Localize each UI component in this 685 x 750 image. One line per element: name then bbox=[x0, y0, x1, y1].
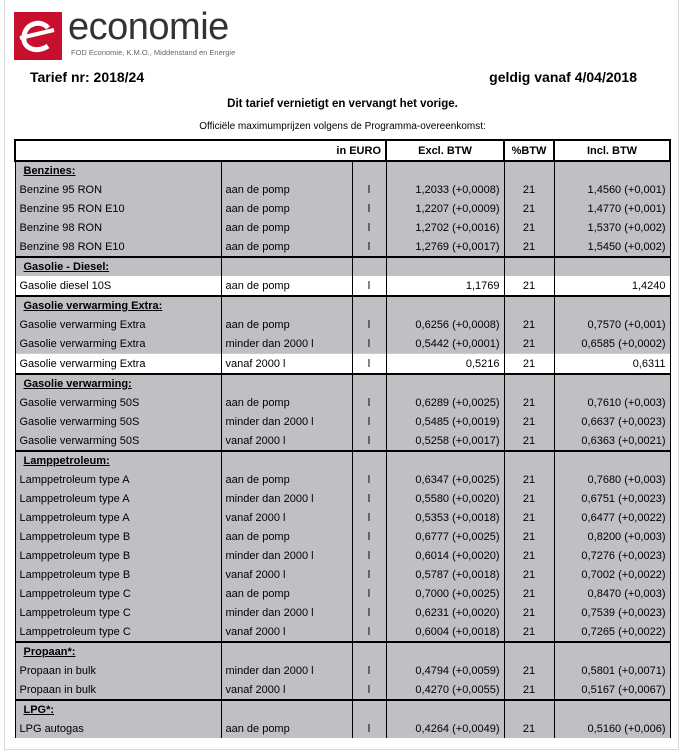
price-excl-btw: 0,4270 (+0,0055) bbox=[386, 680, 504, 700]
btw-percent: 21 bbox=[504, 334, 554, 354]
unit: l bbox=[352, 180, 386, 199]
price-incl-btw: 1,4240 bbox=[554, 276, 670, 296]
price-row bbox=[15, 199, 670, 218]
price-row bbox=[15, 661, 670, 680]
btw-percent: 21 bbox=[504, 622, 554, 642]
product-name: Lamppetroleum type C bbox=[15, 603, 221, 622]
cat-excl-empty bbox=[386, 296, 504, 315]
delivery-location: aan de pomp bbox=[221, 315, 352, 334]
col-header-incl-btw: Incl. BTW bbox=[554, 140, 670, 161]
cat-incl-empty bbox=[554, 451, 670, 470]
btw-percent: 21 bbox=[504, 199, 554, 218]
btw-percent: 21 bbox=[504, 354, 554, 375]
price-row bbox=[15, 276, 670, 296]
btw-percent: 21 bbox=[504, 489, 554, 508]
price-row bbox=[15, 315, 670, 334]
cat-btw-empty bbox=[504, 257, 554, 276]
cat-loc-empty bbox=[221, 296, 352, 315]
price-incl-btw: 0,6363 (+0,0021) bbox=[554, 431, 670, 451]
unit: l bbox=[352, 431, 386, 451]
price-excl-btw: 0,5258 (+0,0017) bbox=[386, 431, 504, 451]
cat-unit-empty bbox=[352, 451, 386, 470]
category-row bbox=[15, 700, 670, 719]
unit: l bbox=[352, 661, 386, 680]
price-row bbox=[15, 354, 670, 375]
table-header-row bbox=[15, 140, 670, 161]
price-excl-btw: 0,7000 (+0,0025) bbox=[386, 584, 504, 603]
col-header-unit: in EURO bbox=[15, 140, 386, 161]
delivery-location: aan de pomp bbox=[221, 276, 352, 296]
price-excl-btw: 0,5442 (+0,0001) bbox=[386, 334, 504, 354]
price-incl-btw: 0,6637 (+0,0023) bbox=[554, 412, 670, 431]
unit: l bbox=[352, 622, 386, 642]
price-row bbox=[15, 603, 670, 622]
delivery-location: vanaf 2000 l bbox=[221, 565, 352, 584]
price-incl-btw: 1,4560 (+0,001) bbox=[554, 180, 670, 199]
cat-excl-empty bbox=[386, 700, 504, 719]
delivery-location: aan de pomp bbox=[221, 470, 352, 489]
delivery-location: aan de pomp bbox=[221, 218, 352, 237]
unit: l bbox=[352, 680, 386, 700]
delivery-location: aan de pomp bbox=[221, 584, 352, 603]
unit: l bbox=[352, 237, 386, 257]
product-name: Gasolie verwarming 50S bbox=[15, 412, 221, 431]
category-row bbox=[15, 451, 670, 470]
price-excl-btw: 1,2702 (+0,0016) bbox=[386, 218, 504, 237]
product-name: Gasolie verwarming 50S bbox=[15, 431, 221, 451]
price-excl-btw: 0,5216 bbox=[386, 354, 504, 375]
delivery-location: minder dan 2000 l bbox=[221, 412, 352, 431]
price-excl-btw: 1,2769 (+0,0017) bbox=[386, 237, 504, 257]
price-excl-btw: 0,6777 (+0,0025) bbox=[386, 527, 504, 546]
product-name: Gasolie diesel 10S bbox=[15, 276, 221, 296]
cat-btw-empty bbox=[504, 451, 554, 470]
price-excl-btw: 0,5787 (+0,0018) bbox=[386, 565, 504, 584]
cat-excl-empty bbox=[386, 161, 504, 180]
delivery-location: aan de pomp bbox=[221, 393, 352, 412]
unit: l bbox=[352, 546, 386, 565]
cat-excl-empty bbox=[386, 451, 504, 470]
delivery-location: minder dan 2000 l bbox=[221, 661, 352, 680]
col-header-excl-btw: Excl. BTW bbox=[386, 140, 504, 161]
btw-percent: 21 bbox=[504, 393, 554, 412]
unit: l bbox=[352, 603, 386, 622]
price-incl-btw: 0,8470 (+0,003) bbox=[554, 584, 670, 603]
price-excl-btw: 0,6347 (+0,0025) bbox=[386, 470, 504, 489]
economie-logo bbox=[14, 6, 274, 65]
unit: l bbox=[352, 584, 386, 603]
btw-percent: 21 bbox=[504, 470, 554, 489]
price-row bbox=[15, 546, 670, 565]
delivery-location: aan de pomp bbox=[221, 237, 352, 257]
product-name: Gasolie verwarming 50S bbox=[15, 393, 221, 412]
unit: l bbox=[352, 489, 386, 508]
price-excl-btw: 0,4794 (+0,0059) bbox=[386, 661, 504, 680]
btw-percent: 21 bbox=[504, 412, 554, 431]
cat-unit-empty bbox=[352, 374, 386, 393]
cat-loc-empty bbox=[221, 161, 352, 180]
tariff-table bbox=[14, 139, 671, 738]
cat-excl-empty bbox=[386, 374, 504, 393]
delivery-location: vanaf 2000 l bbox=[221, 508, 352, 527]
price-excl-btw: 0,6014 (+0,0020) bbox=[386, 546, 504, 565]
price-row bbox=[15, 412, 670, 431]
price-excl-btw: 0,5580 (+0,0020) bbox=[386, 489, 504, 508]
delivery-location: minder dan 2000 l bbox=[221, 489, 352, 508]
price-excl-btw: 0,6004 (+0,0018) bbox=[386, 622, 504, 642]
delivery-location: vanaf 2000 l bbox=[221, 354, 352, 375]
product-name: Lamppetroleum type B bbox=[15, 546, 221, 565]
category-title: LPG*: bbox=[15, 700, 221, 719]
category-title: Benzines: bbox=[15, 161, 221, 180]
btw-percent: 21 bbox=[504, 237, 554, 257]
cat-unit-empty bbox=[352, 257, 386, 276]
price-row bbox=[15, 431, 670, 451]
unit: l bbox=[352, 354, 386, 375]
cat-btw-empty bbox=[504, 700, 554, 719]
unit: l bbox=[352, 393, 386, 412]
btw-percent: 21 bbox=[504, 584, 554, 603]
price-incl-btw: 0,7610 (+0,003) bbox=[554, 393, 670, 412]
cat-incl-empty bbox=[554, 161, 670, 180]
price-excl-btw: 0,6256 (+0,0008) bbox=[386, 315, 504, 334]
category-title: Propaan*: bbox=[15, 642, 221, 661]
cat-btw-empty bbox=[504, 161, 554, 180]
category-title: Lamppetroleum: bbox=[15, 451, 221, 470]
delivery-location: aan de pomp bbox=[221, 527, 352, 546]
cat-loc-empty bbox=[221, 451, 352, 470]
price-incl-btw: 0,6477 (+0,0022) bbox=[554, 508, 670, 527]
price-incl-btw: 0,7276 (+0,0023) bbox=[554, 546, 670, 565]
product-name: Benzine 98 RON bbox=[15, 218, 221, 237]
logo-mark bbox=[14, 12, 62, 60]
category-row bbox=[15, 257, 670, 276]
cat-excl-empty bbox=[386, 642, 504, 661]
btw-percent: 21 bbox=[504, 527, 554, 546]
price-excl-btw: 0,6231 (+0,0020) bbox=[386, 603, 504, 622]
unit: l bbox=[352, 508, 386, 527]
price-row bbox=[15, 334, 670, 354]
product-name: Gasolie verwarming Extra bbox=[15, 315, 221, 334]
price-incl-btw: 0,5167 (+0,0067) bbox=[554, 680, 670, 700]
price-incl-btw: 1,5450 (+0,002) bbox=[554, 237, 670, 257]
cat-loc-empty bbox=[221, 257, 352, 276]
tariff-body bbox=[15, 161, 670, 738]
unit: l bbox=[352, 470, 386, 489]
price-incl-btw: 0,8200 (+0,003) bbox=[554, 527, 670, 546]
official-prices-note: Officiële maximumprijzen volgens de Programma-overeenkomst: bbox=[199, 121, 486, 132]
category-title: Gasolie verwarming: bbox=[15, 374, 221, 393]
btw-percent: 21 bbox=[504, 431, 554, 451]
price-incl-btw: 0,5801 (+0,0071) bbox=[554, 661, 670, 680]
cat-loc-empty bbox=[221, 642, 352, 661]
product-name: Lamppetroleum type A bbox=[15, 508, 221, 527]
cat-incl-empty bbox=[554, 374, 670, 393]
product-name: Lamppetroleum type B bbox=[15, 565, 221, 584]
price-excl-btw: 1,1769 bbox=[386, 276, 504, 296]
cat-unit-empty bbox=[352, 642, 386, 661]
logo-word: economie bbox=[68, 6, 229, 48]
price-row bbox=[15, 680, 670, 700]
delivery-location: vanaf 2000 l bbox=[221, 622, 352, 642]
price-excl-btw: 1,2033 (+0,0008) bbox=[386, 180, 504, 199]
cat-unit-empty bbox=[352, 700, 386, 719]
unit: l bbox=[352, 527, 386, 546]
product-name: Lamppetroleum type A bbox=[15, 470, 221, 489]
price-incl-btw: 0,6751 (+0,0023) bbox=[554, 489, 670, 508]
price-incl-btw: 0,6585 (+0,0002) bbox=[554, 334, 670, 354]
delivery-location: minder dan 2000 l bbox=[221, 546, 352, 565]
cat-btw-empty bbox=[504, 296, 554, 315]
btw-percent: 21 bbox=[504, 603, 554, 622]
price-incl-btw: 0,5160 (+0,006) bbox=[554, 719, 670, 738]
delivery-location: aan de pomp bbox=[221, 180, 352, 199]
product-name: Gasolie verwarming Extra bbox=[15, 334, 221, 354]
product-name: Propaan in bulk bbox=[15, 680, 221, 700]
cat-unit-empty bbox=[352, 161, 386, 180]
price-row bbox=[15, 237, 670, 257]
cat-unit-empty bbox=[352, 296, 386, 315]
price-row bbox=[15, 470, 670, 489]
btw-percent: 21 bbox=[504, 546, 554, 565]
price-row bbox=[15, 218, 670, 237]
btw-percent: 21 bbox=[504, 661, 554, 680]
col-header-btw-percent: %BTW bbox=[504, 140, 554, 161]
valid-from-date: geldig vanaf 4/04/2018 bbox=[489, 69, 637, 85]
delivery-location: vanaf 2000 l bbox=[221, 431, 352, 451]
unit: l bbox=[352, 276, 386, 296]
price-incl-btw: 0,7570 (+0,001) bbox=[554, 315, 670, 334]
category-title: Gasolie - Diesel: bbox=[15, 257, 221, 276]
unit: l bbox=[352, 199, 386, 218]
cat-incl-empty bbox=[554, 642, 670, 661]
product-name: Propaan in bulk bbox=[15, 661, 221, 680]
price-incl-btw: 0,6311 bbox=[554, 354, 670, 375]
unit: l bbox=[352, 218, 386, 237]
product-name: Benzine 95 RON bbox=[15, 180, 221, 199]
price-excl-btw: 0,5485 (+0,0019) bbox=[386, 412, 504, 431]
product-name: Lamppetroleum type B bbox=[15, 527, 221, 546]
price-row bbox=[15, 527, 670, 546]
btw-percent: 21 bbox=[504, 680, 554, 700]
cat-loc-empty bbox=[221, 700, 352, 719]
price-incl-btw: 0,7680 (+0,003) bbox=[554, 470, 670, 489]
cat-btw-empty bbox=[504, 642, 554, 661]
price-row bbox=[15, 565, 670, 584]
btw-percent: 21 bbox=[504, 719, 554, 738]
delivery-location: aan de pomp bbox=[221, 199, 352, 218]
btw-percent: 21 bbox=[504, 565, 554, 584]
product-name: Benzine 98 RON E10 bbox=[15, 237, 221, 257]
product-name: Lamppetroleum type A bbox=[15, 489, 221, 508]
product-name: Lamppetroleum type C bbox=[15, 622, 221, 642]
cat-btw-empty bbox=[504, 374, 554, 393]
price-excl-btw: 0,4264 (+0,0049) bbox=[386, 719, 504, 738]
price-row bbox=[15, 584, 670, 603]
price-excl-btw: 0,5353 (+0,0018) bbox=[386, 508, 504, 527]
tarief-number: Tarief nr: 2018/24 bbox=[30, 69, 145, 85]
product-name: Gasolie verwarming Extra bbox=[15, 354, 221, 375]
cat-incl-empty bbox=[554, 700, 670, 719]
delivery-location: vanaf 2000 l bbox=[221, 680, 352, 700]
delivery-location: minder dan 2000 l bbox=[221, 603, 352, 622]
price-row bbox=[15, 489, 670, 508]
cat-excl-empty bbox=[386, 257, 504, 276]
cat-loc-empty bbox=[221, 374, 352, 393]
price-row bbox=[15, 508, 670, 527]
product-name: Lamppetroleum type C bbox=[15, 584, 221, 603]
replacement-notice: Dit tarief vernietigt en vervangt het vorige. bbox=[227, 98, 458, 110]
unit: l bbox=[352, 565, 386, 584]
price-row bbox=[15, 180, 670, 199]
logo-e-icon bbox=[14, 12, 62, 60]
price-incl-btw: 0,7539 (+0,0023) bbox=[554, 603, 670, 622]
btw-percent: 21 bbox=[504, 508, 554, 527]
price-row bbox=[15, 622, 670, 642]
price-excl-btw: 1,2207 (+0,0009) bbox=[386, 199, 504, 218]
unit: l bbox=[352, 412, 386, 431]
btw-percent: 21 bbox=[504, 218, 554, 237]
product-name: LPG autogas bbox=[15, 719, 221, 738]
price-incl-btw: 1,5370 (+0,002) bbox=[554, 218, 670, 237]
category-row bbox=[15, 296, 670, 315]
price-incl-btw: 0,7002 (+0,0022) bbox=[554, 565, 670, 584]
btw-percent: 21 bbox=[504, 315, 554, 334]
product-name: Benzine 95 RON E10 bbox=[15, 199, 221, 218]
category-row bbox=[15, 161, 670, 180]
price-row bbox=[15, 393, 670, 412]
delivery-location: aan de pomp bbox=[221, 719, 352, 738]
price-incl-btw: 1,4770 (+0,001) bbox=[554, 199, 670, 218]
logo-subtitle: FOD Economie, K.M.O., Middenstand en Energie bbox=[71, 48, 236, 57]
category-row bbox=[15, 642, 670, 661]
btw-percent: 21 bbox=[504, 276, 554, 296]
btw-percent: 21 bbox=[504, 180, 554, 199]
price-excl-btw: 0,6289 (+0,0025) bbox=[386, 393, 504, 412]
price-row bbox=[15, 719, 670, 738]
category-row bbox=[15, 374, 670, 393]
unit: l bbox=[352, 334, 386, 354]
unit: l bbox=[352, 719, 386, 738]
cat-incl-empty bbox=[554, 257, 670, 276]
unit: l bbox=[352, 315, 386, 334]
cat-incl-empty bbox=[554, 296, 670, 315]
category-title: Gasolie verwarming Extra: bbox=[15, 296, 221, 315]
delivery-location: minder dan 2000 l bbox=[221, 334, 352, 354]
price-incl-btw: 0,7265 (+0,0022) bbox=[554, 622, 670, 642]
